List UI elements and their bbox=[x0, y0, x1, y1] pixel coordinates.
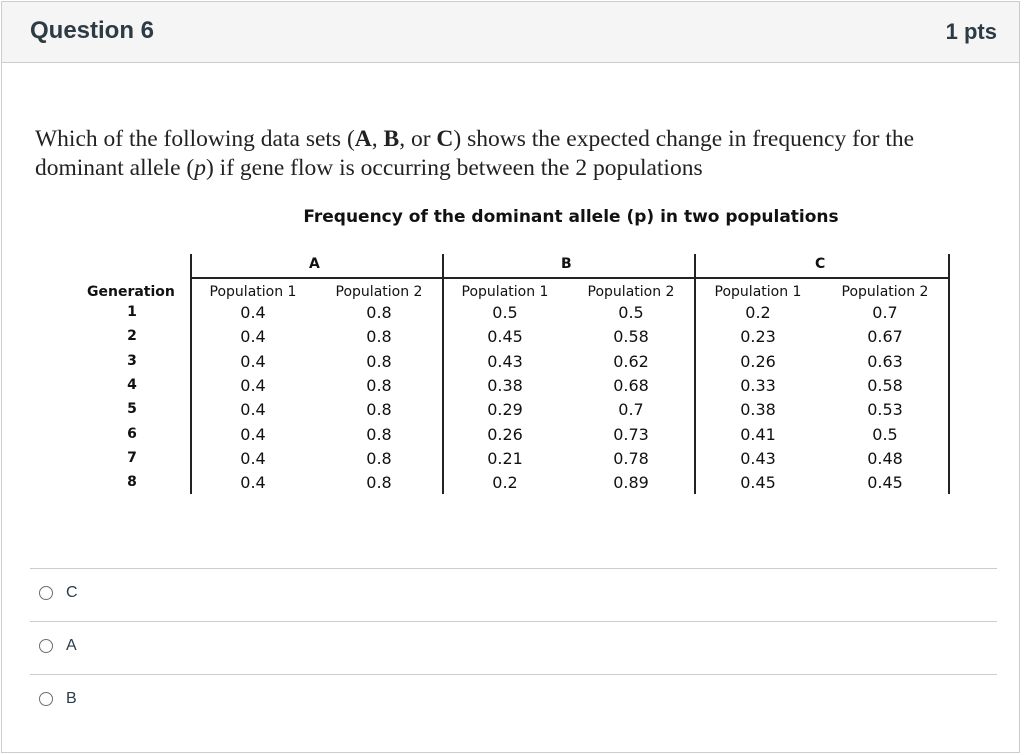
table-cell: 0.8 bbox=[366, 303, 392, 322]
table-cell: 0.38 bbox=[740, 400, 776, 420]
table-cell: 0.4 bbox=[240, 327, 266, 347]
table-cell: 0.2 bbox=[492, 473, 518, 493]
prompt-italic-p: p bbox=[194, 155, 206, 181]
prompt-sep-2: , or bbox=[399, 126, 437, 152]
table-cell: 0.8 bbox=[366, 424, 392, 444]
table-cell: 0.43 bbox=[487, 351, 523, 371]
table-cell: 0.53 bbox=[867, 400, 903, 420]
generation-number: 2 bbox=[127, 328, 137, 345]
table-header-rule bbox=[190, 277, 950, 279]
table-cell: 0.58 bbox=[613, 327, 649, 347]
prompt-text-3: ) if gene flow is occurring between the 2 populations bbox=[205, 155, 703, 181]
group-label-c: C bbox=[815, 256, 826, 272]
population-header: Population 2 bbox=[587, 284, 675, 300]
table-cell: 0.41 bbox=[740, 424, 776, 444]
data-table-figure bbox=[2, 2, 1019, 562]
generation-number: 6 bbox=[127, 425, 137, 442]
table-cell: 0.4 bbox=[240, 448, 266, 468]
table-cell: 0.8 bbox=[366, 375, 392, 395]
table-cell: 0.45 bbox=[487, 327, 523, 347]
table-cell: 0.4 bbox=[240, 303, 266, 322]
generation-number: 8 bbox=[127, 474, 137, 491]
generation-number: 1 bbox=[127, 304, 137, 320]
generation-number: 3 bbox=[127, 352, 137, 369]
table-cell: 0.45 bbox=[740, 473, 776, 493]
table-cell: 0.4 bbox=[240, 424, 266, 444]
prompt-option-a: A bbox=[354, 126, 372, 152]
table-cell: 0.63 bbox=[867, 351, 903, 371]
table-cell: 0.73 bbox=[613, 424, 649, 444]
table-cell: 0.26 bbox=[487, 424, 523, 444]
prompt-text-1: Which of the following data sets ( bbox=[35, 126, 355, 152]
table-cell: 0.78 bbox=[613, 448, 649, 468]
table-cell: 0.5 bbox=[872, 424, 898, 444]
table-cell: 0.8 bbox=[366, 327, 392, 347]
table-cell: 0.43 bbox=[740, 448, 776, 468]
answer-option[interactable] bbox=[30, 568, 997, 621]
table-cell: 0.33 bbox=[740, 375, 776, 395]
generation-header: Generation bbox=[87, 284, 175, 300]
divider-line bbox=[948, 254, 950, 494]
table-cell: 0.8 bbox=[366, 448, 392, 468]
table-cell: 0.23 bbox=[740, 327, 776, 347]
radio-button[interactable] bbox=[39, 692, 53, 706]
table-cell: 0.89 bbox=[613, 473, 649, 493]
table-cell: 0.29 bbox=[487, 400, 523, 420]
divider-line bbox=[442, 254, 444, 494]
prompt-option-c: C bbox=[436, 126, 454, 152]
table-cell: 0.4 bbox=[240, 400, 266, 420]
table-cell: 0.26 bbox=[740, 351, 776, 371]
table-cell: 0.8 bbox=[366, 400, 392, 420]
population-header: Population 2 bbox=[335, 284, 423, 300]
divider-line bbox=[190, 254, 192, 494]
population-header: Population 1 bbox=[461, 284, 549, 300]
question-card bbox=[1, 1, 1020, 753]
generation-number: 4 bbox=[127, 376, 137, 393]
divider-line bbox=[694, 254, 696, 494]
table-cell: 0.5 bbox=[618, 303, 644, 322]
table-cell: 0.68 bbox=[613, 375, 649, 395]
table-cell: 0.62 bbox=[613, 351, 649, 371]
table-cell: 0.7 bbox=[618, 400, 644, 420]
population-header: Population 2 bbox=[841, 284, 929, 300]
group-label-b: B bbox=[561, 256, 572, 272]
table-cell: 0.7 bbox=[872, 303, 898, 322]
answer-option[interactable] bbox=[30, 674, 997, 727]
question-points: 1 pts bbox=[945, 19, 997, 44]
figure-title: Frequency of the dominant allele (p) in two populations bbox=[303, 207, 839, 227]
prompt-sep-1: , bbox=[371, 126, 384, 152]
table-cell: 0.67 bbox=[867, 327, 903, 347]
radio-button[interactable] bbox=[39, 639, 53, 653]
table-cell: 0.4 bbox=[240, 351, 266, 371]
generation-number: 5 bbox=[127, 401, 137, 418]
answer-option[interactable] bbox=[30, 621, 997, 674]
group-label-a: A bbox=[309, 256, 320, 272]
answer-label[interactable]: B bbox=[66, 690, 77, 707]
answer-label[interactable]: A bbox=[66, 637, 77, 654]
table-cell: 0.45 bbox=[867, 473, 903, 493]
prompt-option-b: B bbox=[383, 126, 400, 152]
radio-button[interactable] bbox=[39, 586, 53, 600]
table-cell: 0.4 bbox=[240, 473, 266, 493]
table-cell: 0.5 bbox=[492, 303, 518, 322]
table-cell: 0.21 bbox=[487, 448, 523, 468]
generation-number: 7 bbox=[127, 449, 137, 466]
table-cell: 0.8 bbox=[366, 351, 392, 371]
population-header: Population 1 bbox=[209, 284, 297, 300]
table-cell: 0.4 bbox=[240, 375, 266, 395]
table-cell: 0.58 bbox=[867, 375, 903, 395]
prompt-text-2: ) shows the expected change in frequency for the dominant allele ( bbox=[35, 126, 915, 181]
table-cell: 0.8 bbox=[366, 473, 392, 493]
answer-label[interactable]: C bbox=[66, 584, 78, 601]
table-cell: 0.2 bbox=[745, 303, 771, 322]
question-title: Question 6 bbox=[30, 17, 155, 44]
table-cell: 0.48 bbox=[867, 448, 903, 468]
population-header: Population 1 bbox=[714, 284, 802, 300]
table-cell: 0.38 bbox=[487, 375, 523, 395]
